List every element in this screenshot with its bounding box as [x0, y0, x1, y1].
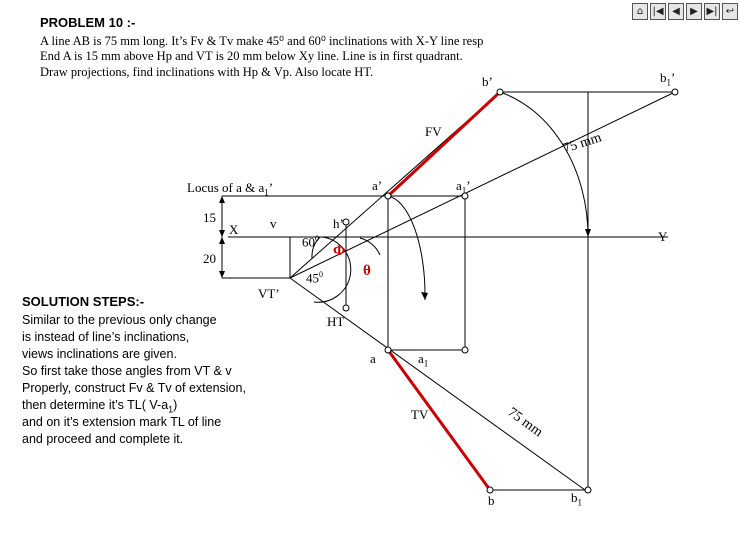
dim-arrow — [219, 230, 225, 237]
point-a1 — [462, 347, 468, 353]
h-prime-label: h’ — [333, 216, 344, 231]
x-label: X — [229, 222, 239, 237]
locus-label: Locus of a & $a_1$’ — [187, 180, 274, 198]
tv-extension-line — [290, 278, 585, 490]
a1-prime-label: $a_1$’ — [456, 178, 471, 196]
next-icon[interactable]: ▶ — [686, 3, 702, 20]
dim-arrow — [219, 271, 225, 278]
problem-line: End A is 15 mm above Hp and VT is 20 mm below Xy line. Line is in first quadrant. — [40, 49, 463, 63]
first-icon[interactable]: |◀ — [650, 3, 666, 20]
problem-line: Draw projections, find inclinations with Hp & Vp. Also locate HT. — [40, 65, 374, 79]
solution-line: Properly, construct Fv & Tv of extension, — [22, 381, 246, 395]
a1-label: $a_1$ — [418, 351, 429, 369]
last-icon[interactable]: ▶| — [704, 3, 720, 20]
dim-15-label: 15 — [203, 210, 216, 225]
point-a — [385, 347, 391, 353]
solution-line: views inclinations are given. — [22, 347, 177, 361]
dim-20-label: 20 — [203, 251, 216, 266]
b1-prime-label: $b_1$’ — [660, 70, 676, 88]
tv-red-line — [388, 350, 490, 490]
a-prime-label: a’ — [372, 178, 383, 193]
angle-60-label: $60^0$ — [302, 234, 319, 250]
phi-label: Φ — [333, 243, 346, 259]
solution-line: is instead of line’s inclinations, — [22, 330, 190, 344]
prev-icon[interactable]: ◀ — [668, 3, 684, 20]
solution-line: Similar to the previous only change — [22, 313, 217, 327]
return-icon[interactable]: ↩ — [722, 3, 738, 20]
point-b-prime — [497, 89, 503, 95]
tl-line-top — [290, 92, 675, 278]
point-a-prime — [385, 193, 391, 199]
tv-label: TV — [411, 407, 429, 422]
b-prime-label: b’ — [482, 74, 493, 89]
solution-line: and proceed and complete it. — [22, 432, 184, 446]
arc-arrow — [585, 229, 591, 237]
problem-title: PROBLEM 10 :- — [40, 15, 136, 30]
tl-arc-top — [500, 92, 588, 237]
fv-red-line — [388, 92, 500, 196]
point-ht — [343, 305, 349, 311]
fv-label: FV — [425, 124, 442, 139]
a-label: a — [370, 351, 376, 366]
tl-label-bottom: 75 mm — [504, 404, 546, 441]
solution-line: and on it’s extension mark TL of line — [22, 415, 222, 429]
home-icon[interactable]: ⌂ — [632, 3, 648, 20]
vt-label: VT’ — [258, 286, 280, 301]
angle-45-label: $45^0$ — [306, 270, 323, 286]
dim-arrow — [219, 237, 225, 244]
problem-line: A line AB is 75 mm long. It’s Fv & Tv make 45⁰ and 60⁰ inclinations with X-Y line resp — [40, 34, 484, 48]
point-h-prime — [343, 219, 349, 225]
point-b1 — [585, 487, 591, 493]
tl-arc-small — [388, 196, 425, 300]
y-label: Y — [658, 229, 668, 244]
solution-line: then determine it’s TL( $V-a_1$) — [22, 398, 178, 415]
b1-label: $b_1$ — [571, 490, 582, 508]
tl-label-top: 75 mm — [561, 130, 604, 157]
theta-label: θ — [363, 263, 371, 279]
arc-arrow — [421, 292, 428, 300]
solution-line: So first take those angles from VT & v — [22, 364, 232, 378]
v-label: v — [270, 216, 277, 231]
ht-label: HT — [327, 314, 345, 329]
solution-title: SOLUTION STEPS:- — [22, 294, 145, 309]
angle-arc-theta — [360, 238, 380, 255]
b-label: b — [488, 493, 495, 508]
point-b1-prime — [672, 89, 678, 95]
